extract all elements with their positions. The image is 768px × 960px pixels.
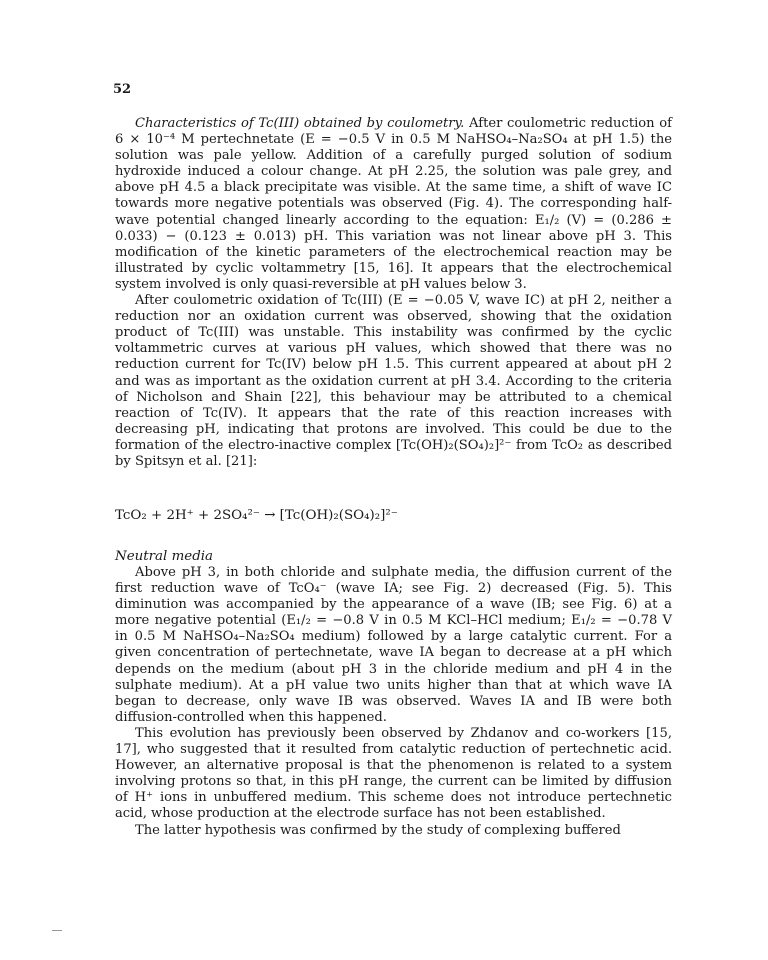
page-number: 52 [113,82,132,97]
paragraph: The latter hypothesis was confirmed by the study of complexing buffered [135,822,621,838]
section-heading: Neutral media [115,549,214,564]
section-title: Characteristics of Tc(III) obtained by coulometry. [135,116,465,131]
section-neutral-media [115,565,672,839]
paragraph: After coulometric oxidation of Tc(III) (E = −0.05 V, wave IC) at pH 2, neither a reduction nor an oxidation current was observed, showing that the oxidation product of Tc(III) was unstable. This instability was confirmed by the cyclic voltammetric curves at various pH values, which showed that there was no reduction current for Tc(IV) below pH 1.5. This current appeared at about pH 2 and was as important as the oxidation current at pH 3.4. According to the criteria of Nicholson and Shain [22], this behaviour may be attributed to a chemical reaction of Tc(IV). It appears that the rate of this reaction increases with decreasing pH, indicating that protons are involved. This could be due to the formation of the electro-inactive complex [Tc(OH)₂(SO₄)₂]²⁻ from TcO₂ as described by Spitsyn et al. [21]: [115,293,672,469]
paragraph-text: After coulometric reduction of 6 × 10⁻⁴ M pertechnetate (E = −0.5 V in 0.5 M NaHSO₄–Na₂SO₄ at pH 1.5) the solution was pale yellow. Addition of a carefully purged solution of sodium hydroxide induced a colour change. At pH 2.25, the solution was pale grey, and above pH 4.5 a black precipitate was visible. At the same time, a shift of wave IC towards more negative potentials was observed (Fig. 4). The corresponding half-wave potential changed linearly according to the equation: E₁/₂ (V) = (0.286 ± 0.033) − (0.123 ± 0.013) pH. This variation was not linear above pH 3. This modification of the kinetic parameters of the electrochemical reaction may be illustrated by cyclic voltammetry [15, 16]. It appears that the electrochemical system involved is only quasi-reversible at pH values below 3. [115,116,672,292]
reaction-equation: TcO₂ + 2H⁺ + 2SO₄²⁻ → [Tc(OH)₂(SO₄)₂]²⁻ [115,508,398,523]
paragraph [115,116,672,293]
scan-mark [52,930,62,931]
paragraph: Above pH 3, in both chloride and sulphate media, the diffusion current of the first reduction wave of TcO₄⁻ (wave IA; see Fig. 2) decreased (Fig. 5). This diminution was accompanied by the appearance of a wave (IB; see Fig. 6) at a more negative potential (E₁/₂ = −0.8 V in 0.5 M KCl–HCl medium; E₁/₂ = −0.78 V in 0.5 M NaHSO₄–Na₂SO₄ medium) followed by a large catalytic current. For a given concentration of pertechnetate, wave IA began to decrease at a pH which depends on the medium (about pH 3 in the chloride medium and pH 4 in the sulphate medium). At a pH value two units higher than that at which wave IA began to decrease, only wave IB was observed. Waves IA and IB were both diffusion-controlled when this happened. [115,565,672,725]
section-characteristics [115,116,672,470]
paragraph: This evolution has previously been observed by Zhdanov and co-workers [15, 17], who suggested that it resulted from catalytic reduction of pertechnetic acid. However, an alternative proposal is that the phenomenon is related to a system involving protons so that, in this pH range, the current can be limited by diffusion of H⁺ ions in unbuffered medium. This scheme does not introduce pertechnetic acid, whose production at the electrode surface has not been established. [115,725,672,822]
